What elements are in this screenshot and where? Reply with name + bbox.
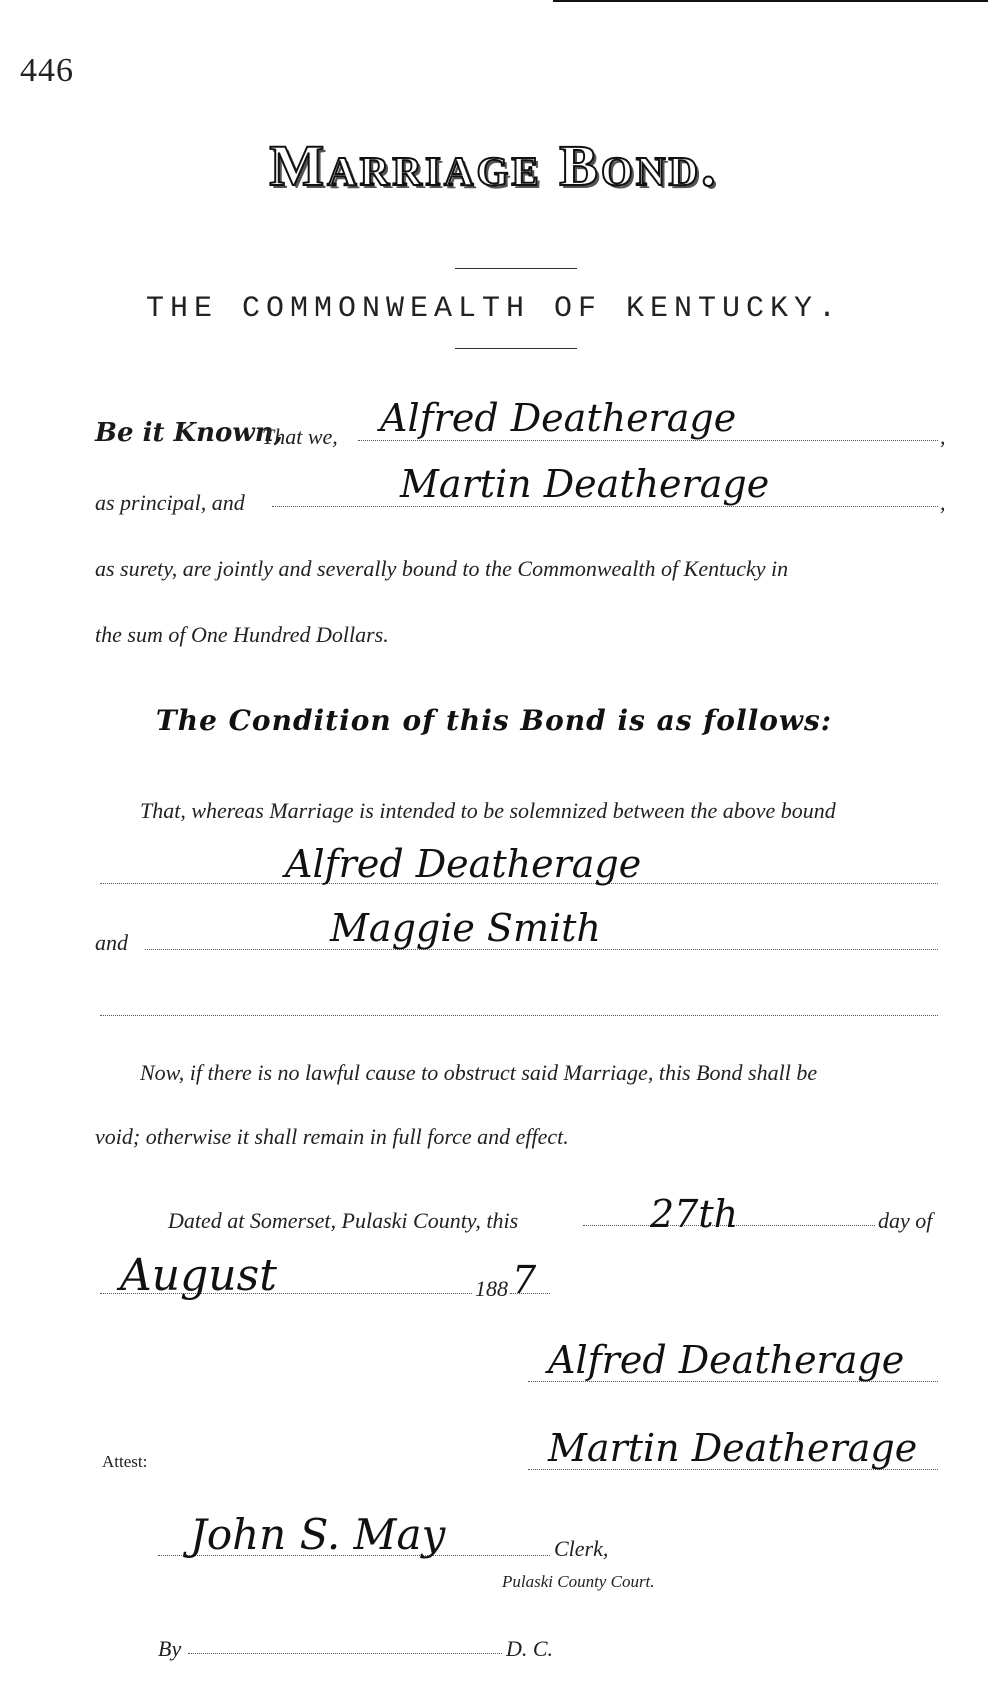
dated-prefix: Dated at Somerset, Pulaski County, this: [168, 1208, 519, 1233]
divider-top: [455, 268, 577, 269]
principal-name-handwritten: Alfred Deatherage: [380, 396, 737, 440]
principal-signature: Alfred Deatherage: [548, 1338, 905, 1382]
now-text-line-2: void; otherwise it shall remain in full force and effect.: [95, 1124, 569, 1149]
be-it-known-label: Be it Known,: [95, 418, 283, 448]
whereas-text: That, whereas Marriage is intended to be solemnized between the above bound: [140, 798, 836, 823]
blank-line: [100, 1014, 938, 1016]
condition-heading: The Condition of this Bond is as follows:: [155, 704, 833, 737]
year-line: [510, 1292, 550, 1294]
bound-text-line-2: the sum of One Hundred Dollars.: [95, 622, 389, 647]
bound-text-line-1: as surety, are jointly and severally bound to the Commonwealth of Kentucky in: [95, 556, 789, 581]
page-number: 446: [20, 52, 74, 89]
deputy-clerk-label: D. C.: [506, 1636, 554, 1661]
surety-name-handwritten: Martin Deatherage: [400, 462, 770, 506]
groom-name-handwritten: Alfred Deatherage: [285, 842, 642, 886]
surety-signature: Martin Deatherage: [548, 1426, 918, 1470]
clerk-title: Clerk,: [554, 1536, 609, 1561]
as-principal-label: as principal, and: [95, 490, 245, 515]
that-we-label: That we,: [262, 424, 338, 449]
bride-name-handwritten: Maggie Smith: [330, 906, 601, 950]
now-text-line-1: Now, if there is no lawful cause to obstruct said Marriage, this Bond shall be: [140, 1060, 818, 1085]
and-label: and: [95, 930, 128, 955]
jurisdiction-heading: THE COMMONWEALTH OF KENTUCKY.: [145, 292, 843, 326]
day-of-label: day of: [878, 1208, 933, 1233]
deputy-line: [188, 1652, 502, 1654]
principal-comma: ,: [940, 424, 946, 449]
attest-label: Attest:: [102, 1452, 148, 1471]
divider-bottom: [455, 348, 577, 349]
month-handwritten: August: [120, 1250, 277, 1301]
top-border-line: [553, 0, 988, 2]
day-handwritten: 27th: [650, 1192, 739, 1236]
clerk-court: Pulaski County Court.: [502, 1572, 655, 1591]
by-label: By: [158, 1636, 182, 1661]
document-title: Marriage Bond.: [269, 133, 719, 198]
year-suffix-handwritten: 7: [512, 1258, 537, 1302]
clerk-signature: John S. May: [190, 1510, 446, 1559]
surety-comma: ,: [940, 490, 946, 515]
year-prefix: 188: [475, 1276, 508, 1301]
